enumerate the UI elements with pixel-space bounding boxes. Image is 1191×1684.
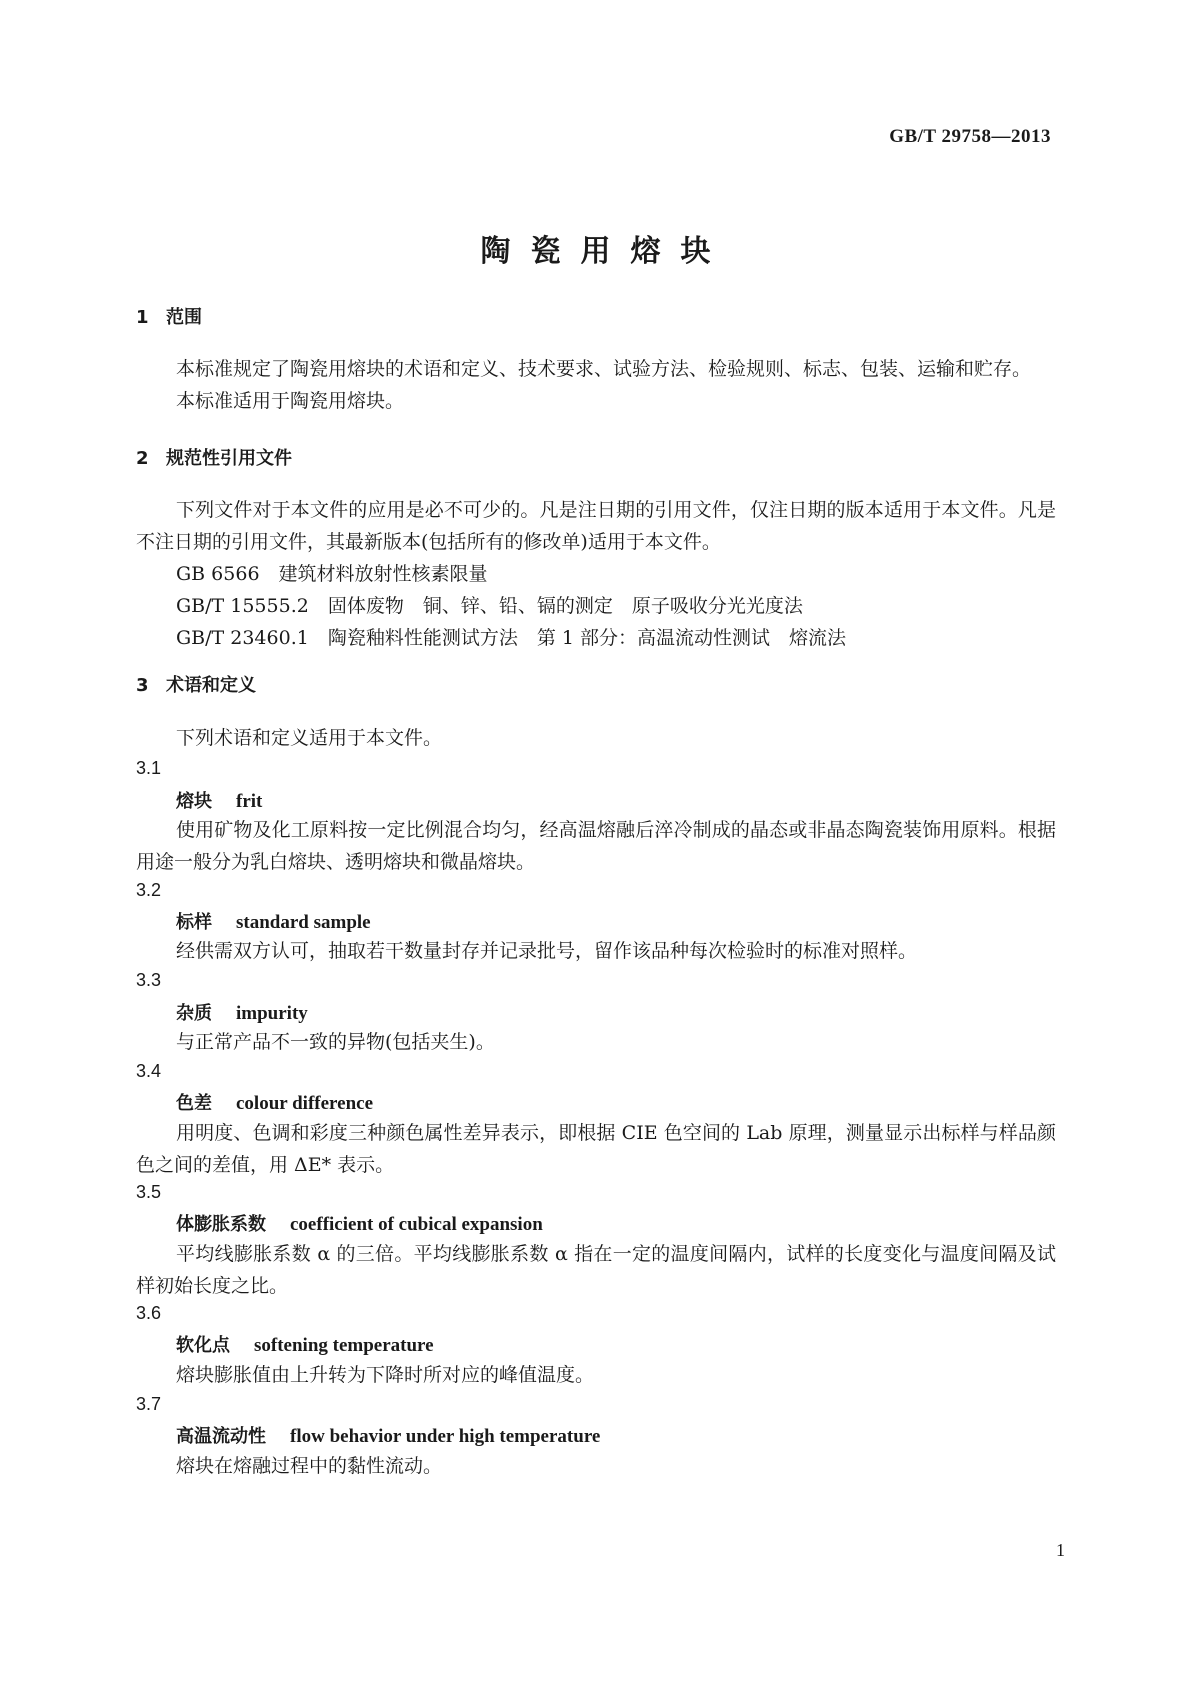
paragraph: 本标准规定了陶瓷用熔块的术语和定义、技术要求、试验方法、检验规则、标志、包装、运输和贮存。 — [176, 358, 1032, 380]
reference-item: GB/T 15555.2 固体废物 铜、锌、铅、镉的测定 原子吸收分光光度法 — [176, 595, 803, 617]
term-zh: 色差 — [176, 1093, 212, 1114]
term-en: softening temperature — [254, 1335, 434, 1356]
reference-item: GB 6566 建筑材料放射性核素限量 — [176, 563, 488, 585]
term-zh: 软化点 — [176, 1335, 230, 1356]
term-entry — [176, 1331, 434, 1357]
clause-number: 3.6 — [136, 1303, 162, 1323]
standard-number: GB/T 29758—2013 — [889, 126, 1051, 147]
term-definition: 使用矿物及化工原料按一定比例混合均匀，经高温熔融后淬冷制成的晶态或非晶态陶瓷装饰用原料。根据用途一般分为乳白熔块、透明熔块和微晶熔块。 — [136, 819, 1056, 873]
section-heading-scope — [136, 303, 202, 329]
term-entry — [176, 787, 262, 813]
paragraph: 下列术语和定义适用于本文件。 — [176, 727, 443, 749]
term-definition: 用明度、色调和彩度三种颜色属性差异表示，即根据 CIE 色空间的 Lab 原理，测量显示出标样与样品颜色之间的差值，用 ΔE* 表示。 — [136, 1122, 1056, 1176]
clause-number: 3.7 — [136, 1394, 162, 1414]
term-entry — [176, 1210, 543, 1236]
clause-number: 3.5 — [136, 1182, 162, 1202]
term-en: flow behavior under high temperature — [290, 1426, 601, 1447]
term-zh: 高温流动性 — [176, 1426, 266, 1447]
section-heading-terms-definitions — [136, 671, 256, 697]
section-number: 3 — [136, 675, 149, 696]
term-definition: 熔块膨胀值由上升转为下降时所对应的峰值温度。 — [176, 1364, 595, 1386]
term-en: impurity — [236, 1003, 308, 1024]
term-definition: 与正常产品不一致的异物(包括夹生)。 — [176, 1031, 495, 1053]
paragraph: 下列文件对于本文件的应用是必不可少的。凡是注日期的引用文件，仅注日期的版本适用于本文件。凡是不注日期的引用文件，其最新版本(包括所有的修改单)适用于本文件。 — [136, 499, 1056, 553]
document-title: 陶瓷用熔块 — [480, 234, 731, 269]
page-number: 1 — [1056, 1540, 1065, 1560]
term-definition: 熔块在熔融过程中的黏性流动。 — [176, 1455, 443, 1477]
term-en: colour difference — [236, 1093, 374, 1114]
term-en: frit — [236, 791, 263, 812]
term-zh: 杂质 — [176, 1003, 212, 1024]
clause-number: 3.2 — [136, 880, 162, 900]
term-entry — [176, 908, 371, 934]
term-entry — [176, 1422, 600, 1448]
term-definition: 平均线膨胀系数 α 的三倍。平均线膨胀系数 α 指在一定的温度间隔内，试样的长度变化与温度间隔及试样初始长度之比。 — [136, 1243, 1056, 1297]
clause-number: 3.4 — [136, 1061, 162, 1081]
term-entry — [176, 999, 308, 1025]
reference-item: GB/T 23460.1 陶瓷釉料性能测试方法 第 1 部分：高温流动性测试 熔流法 — [176, 627, 846, 649]
term-zh: 标样 — [176, 912, 212, 933]
term-definition: 经供需双方认可，抽取若干数量封存并记录批号，留作该品种每次检验时的标准对照样。 — [176, 940, 918, 962]
term-zh: 体膨胀系数 — [176, 1214, 266, 1235]
section-title: 范围 — [166, 307, 202, 328]
clause-number: 3.3 — [136, 970, 162, 990]
clause-number: 3.1 — [136, 758, 162, 778]
section-number: 1 — [136, 307, 149, 328]
paragraph: 本标准适用于陶瓷用熔块。 — [176, 390, 405, 412]
term-zh: 熔块 — [176, 791, 212, 812]
section-title: 规范性引用文件 — [166, 448, 292, 469]
section-title: 术语和定义 — [166, 675, 256, 696]
section-heading-normative-references — [136, 444, 292, 470]
term-en: coefficient of cubical expansion — [290, 1214, 543, 1235]
term-en: standard sample — [236, 912, 371, 933]
term-entry — [176, 1089, 373, 1115]
section-number: 2 — [136, 448, 149, 469]
